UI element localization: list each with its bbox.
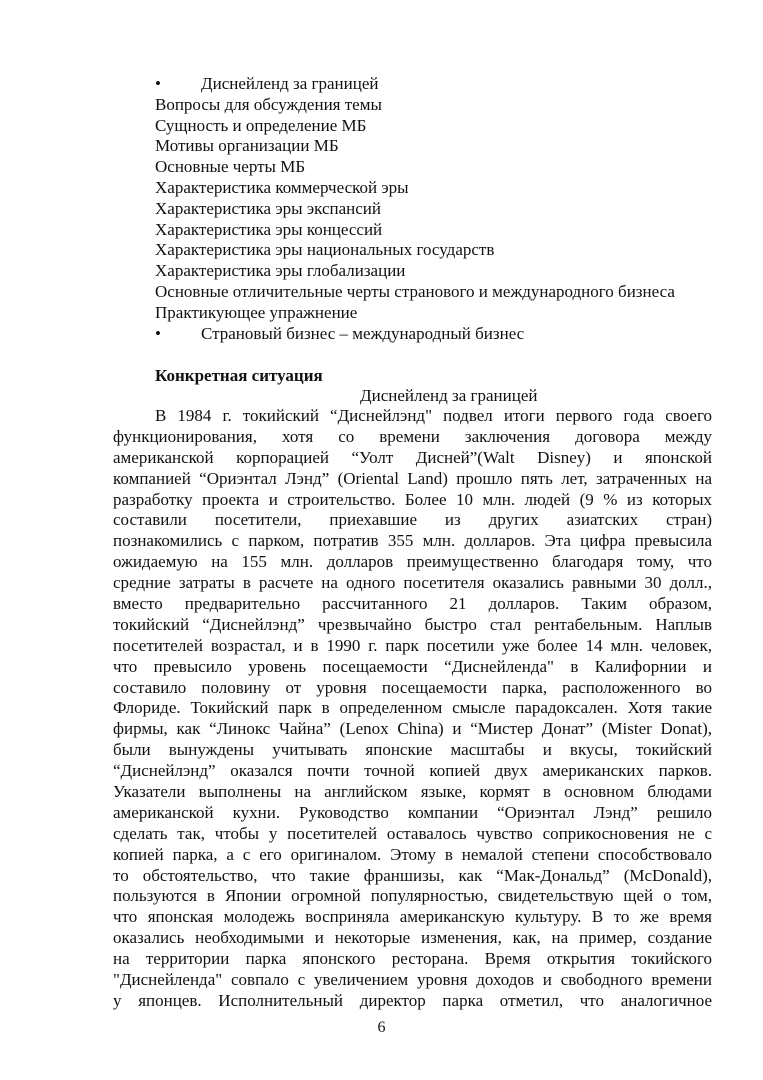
text-line: американской кухни. Руководство компании “Ориэнтал Лэнд” решило xyxy=(113,802,712,822)
text-line: то обстоятельство, что такие франшизы, как “Мак-Дональд” (McDonald), xyxy=(113,865,712,885)
text-line: копией парка, а с его оригиналом. Этому в немалой степени способствовало xyxy=(113,844,712,864)
text-line: Указатели выполнены на английском языке, кормят в основном блюдами xyxy=(113,782,712,802)
text-line: средние затраты в расчете на одного посетителя оказались равными 30 долл., xyxy=(113,573,712,593)
topic-list xyxy=(155,74,725,344)
text-line: составило половину от уровня посещаемости парка, расположенного во xyxy=(113,677,712,697)
text-line: познакомились с парком, потратив 355 млн. долларов. Эта цифра превысила xyxy=(113,531,712,551)
text-line: составили посетители, приехавшие из других азиатских стран) xyxy=(113,510,712,530)
text-line: посетителей возрастал, и в 1990 г. парк посетили уже более 14 млн. человек, xyxy=(113,635,712,655)
text-line: были вынуждены учитывать японские масштабы и вкусы, токийский xyxy=(113,740,712,760)
text-line: компанией “Ориэнтал Лэнд” (Oriental Land) прошло пять лет, затраченных на xyxy=(113,468,712,488)
text-line: пользуются в Японии огромной популярностью, свидетельствую щей о том, xyxy=(113,886,712,906)
text-line: Флориде. Токийский парк в определенном смысле парадоксален. Хотя такие xyxy=(113,698,712,718)
list-item: Основные отличительные черты странового и международного бизнеса xyxy=(155,281,675,301)
list-item: Вопросы для обсуждения темы xyxy=(155,94,382,114)
text-line: фирмы, как “Линокс Чайна” (Lenox China) и “Мистер Донат” (Mister Donat), xyxy=(113,719,712,739)
list-item-text: Диснейленд за границей xyxy=(201,74,379,93)
list-item xyxy=(155,324,725,345)
page-number: 6 xyxy=(377,1019,386,1036)
text-line: "Диснейленда" совпало с увеличением уровня доходов и свободного времени xyxy=(113,970,712,990)
section-heading: Конкретная ситуация xyxy=(155,366,323,385)
text-line: у японцев. Исполнительный директор парка отметил, что аналогичное xyxy=(113,990,712,1010)
bullet-icon: • xyxy=(155,74,161,93)
text-line: оказались необходимыми и некоторые изменения, как, на пример, создание xyxy=(113,928,712,948)
text-line: “Диснейлэнд” оказался почти точной копией двух американских парков. xyxy=(113,761,712,781)
list-item: Практикующее упражнение xyxy=(155,302,358,322)
list-item: Характеристика коммерческой эры xyxy=(155,177,409,197)
text-line: на территории парка японского ресторана. Время открытия токийского xyxy=(113,949,712,969)
text-line: разработку проекта и строительство. Более 10 млн. людей (9 % из которых xyxy=(113,489,712,509)
text-line: американской корпорацией “Уолт Дисней”(Walt Disney) и японской xyxy=(113,447,712,467)
text-line: сделать так, чтобы у посетителей оставалось чувство соприкосновения не с xyxy=(113,823,712,843)
text-line: что японская молодежь восприняла американскую культуру. В то же время xyxy=(113,907,712,927)
text-line: В 1984 г. токийский “Диснейлэнд" подвел итоги первого года своего xyxy=(155,406,712,425)
list-item: Сущность и определение МБ xyxy=(155,115,367,135)
list-item: Характеристика эры национальных государств xyxy=(155,240,495,260)
list-item: Характеристика эры глобализации xyxy=(155,261,406,281)
list-item: Основные черты МБ xyxy=(155,157,306,177)
text-line: вместо предварительно рассчитанного 21 долларов. Таким образом, xyxy=(113,594,712,614)
text-line: что превысило уровень посещаемости “Диснейленда" в Калифорнии и xyxy=(113,656,712,676)
list-item xyxy=(155,74,725,95)
list-item: Мотивы организации МБ xyxy=(155,136,339,156)
bullet-icon: • xyxy=(155,323,161,343)
text-line: токийский “Диснейлэнд” чрезвычайно быстро стал рентабельным. Наплыв xyxy=(113,614,712,634)
list-item: Характеристика эры концессий xyxy=(155,219,383,239)
text-line: функционирования, хотя со времени заключения договора между xyxy=(113,426,712,446)
list-item: Характеристика эры экспансий xyxy=(155,198,381,218)
case-title: Диснейленд за границей xyxy=(360,386,538,405)
body-paragraph xyxy=(113,406,712,1012)
text-line: ожидаемую на 155 млн. долларов преимущественно благодаря тому, что xyxy=(113,552,712,572)
list-item-text: Страновый бизнес – международный бизнес xyxy=(201,323,525,343)
